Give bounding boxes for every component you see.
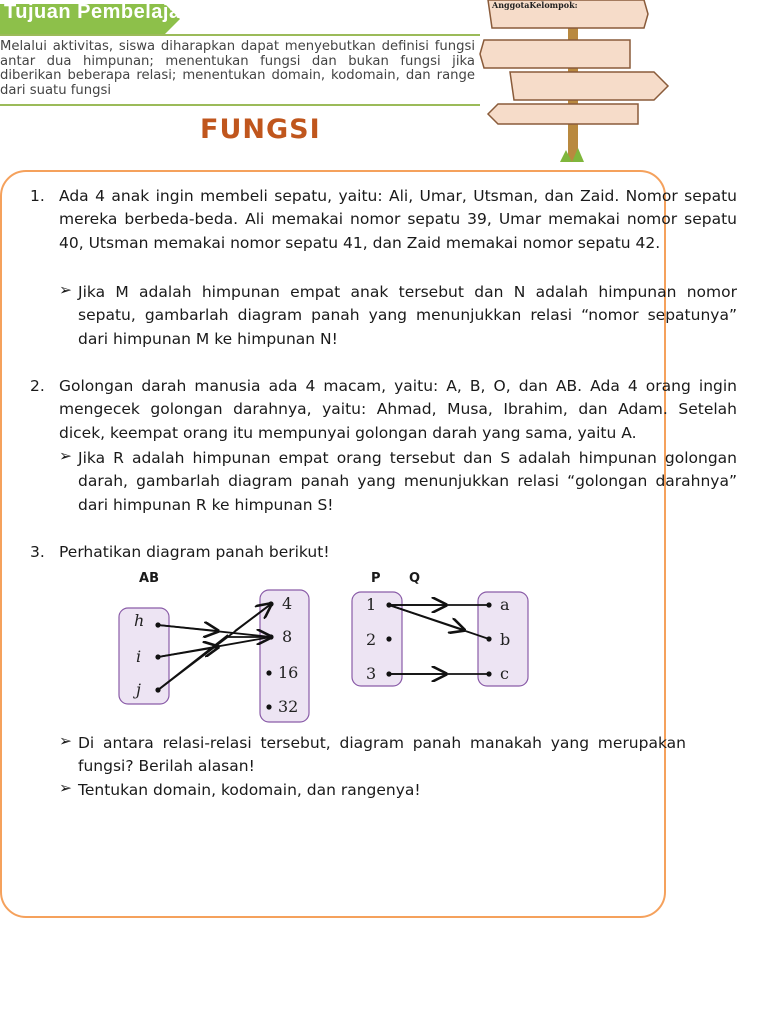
question-number: 3. — [30, 543, 45, 561]
question-number: 2. — [30, 377, 45, 395]
question-text: Ada 4 anak ingin membeli sepatu, yaitu: Ali, Umar, Utsman, dan Zaid. Nomor sepatu mereka berbeda-beda. Ali memakai nomor sepatu 39, Umar memakai nomor sepatu 40, Utsman memakai nomor sepatu 41, dan Zaid memakai nomor sepatu 42. — [59, 187, 737, 252]
signpost-illustration — [484, 0, 674, 170]
group-members-label: AnggotaKelompok: — [492, 0, 578, 10]
codomain-element: 32 — [278, 697, 299, 716]
codomain-element: b — [500, 630, 511, 649]
arrow-diagram-ab — [110, 588, 320, 726]
domain-element: 3 — [366, 664, 377, 683]
question-text: Golongan darah manusia ada 4 macam, yaitu: A, B, O, dan AB. Ada 4 orang ingin mengecek golongan darahnya, yaitu: Ahmad, Musa, Ibrahim, dan Adam. Setelah dicek, keempat orang itu mempunyai golongan darah yang sama, yaitu A. — [59, 377, 737, 442]
point — [386, 636, 391, 641]
arrow-bullet-icon: ➢ — [59, 281, 72, 299]
codomain-element: a — [500, 595, 510, 614]
point — [266, 670, 271, 675]
page-title: FUNGSI — [200, 114, 321, 145]
diagram-set-label: P — [371, 571, 381, 586]
codomain-element: 16 — [278, 663, 299, 682]
divider — [0, 34, 480, 36]
diagram-set-label: Q — [409, 571, 421, 586]
domain-element: h — [134, 611, 145, 630]
diagram-set-label: AB — [139, 571, 159, 586]
codomain-element: 4 — [282, 594, 293, 613]
banner-label: Tujuan Pembelajaran — [4, 1, 214, 23]
arrow-bullet-icon: ➢ — [59, 732, 72, 750]
sign-board — [480, 40, 630, 68]
question-task: Jika M adalah himpunan empat anak tersebut dan N adalah himpunan nomor sepatu, gambarlah diagram panah yang menunjukkan relasi “nomor sepatunya” dari himpunan M ke himpunan N! — [78, 283, 737, 348]
arrow-bullet-icon: ➢ — [59, 447, 72, 465]
domain-element: j — [136, 680, 141, 699]
question-number: 1. — [30, 187, 45, 205]
arrow-diagram-pq — [346, 588, 536, 690]
question-task: Jika R adalah himpunan empat orang tersebut dan S adalah himpunan golongan darah, gambarlah diagram panah yang menunjukkan relasi “golongan darahnya” dari himpunan R ke himpunan S! — [78, 449, 737, 514]
codomain-element: 8 — [282, 627, 293, 646]
question-task: Tentukan domain, kodomain, dan rangenya! — [78, 781, 421, 799]
arrow-bullet-icon: ➢ — [59, 779, 72, 797]
question-text: Perhatikan diagram panah berikut! — [59, 543, 330, 561]
domain-element: 1 — [366, 595, 377, 614]
codomain-element: c — [500, 664, 509, 683]
domain-element: i — [136, 647, 142, 666]
point — [266, 704, 271, 709]
sign-board — [488, 104, 638, 124]
question-task: Di antara relasi-relasi tersebut, diagram panah manakah yang merupakan fungsi? Berilah alasan! — [78, 734, 686, 776]
domain-element: 2 — [366, 630, 377, 649]
divider — [0, 104, 480, 106]
sign-board — [510, 72, 668, 100]
learning-objectives: Melalui aktivitas, siswa diharapkan dapat menyebutkan definisi fungsi antar dua himpunan; menentukan fungsi dan bukan fungsi jika diberikan beberapa relasi; menentukan domain, kodomain, dan range dari suatu fungsi — [0, 39, 475, 98]
